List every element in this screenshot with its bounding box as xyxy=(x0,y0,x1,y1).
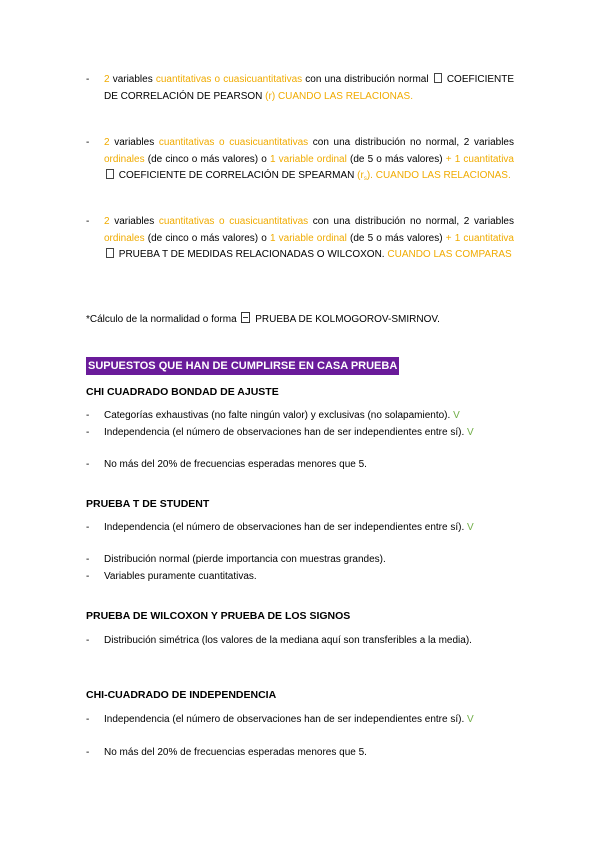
arrow-placeholder-icon xyxy=(434,73,442,83)
section-banner: SUPUESTOS QUE HAN DE CUMPLIRSE EN CASA PRUEBA xyxy=(86,357,399,375)
list-item: - Independencia (el número de observaciones han de ser independientes entre sí). V xyxy=(104,712,514,729)
list-item-pearson: - 2 variables cuantitativas o cuasicuantitativas con una distribución normal COEFICIENTE DE CORRELACIÓN DE PEARSON (r) CUANDO LAS RELACIONAS. xyxy=(86,74,515,102)
list-dash: - xyxy=(86,427,90,438)
section-heading: CHI CUADRADO BONDAD DE AJUSTE xyxy=(86,386,279,398)
spearman-symbol: $(r_s)$. xyxy=(357,170,373,182)
arrow-placeholder-icon xyxy=(106,169,114,179)
list-dash: - xyxy=(86,571,90,582)
list-dash: - xyxy=(86,459,90,470)
section-heading: CHI-CUADRADO DE INDEPENDENCIA xyxy=(86,689,277,701)
list-item: - Distribución normal (pierde importancia con muestras grandes). xyxy=(104,552,514,569)
check-mark: V xyxy=(467,427,474,438)
check-mark: V xyxy=(467,714,474,725)
list-dash: - xyxy=(86,216,90,227)
list-item-spearman: - 2 variables cuantitativas o cuasicuantitativas con una distribución no normal, 2 variables ordinales (de cinco o más valores) o 1 variable ordinal (de 5 o más valores) + 1 cuantitativa COEFICIENTE DE CORRELACIÓN DE SPEARMAN $(r_s)$. CUANDO LAS RELACIONAS. xyxy=(86,137,514,182)
normality-note: *Cálculo de la normalidad o forma PRUEBA DE KOLMOGOROV-SMIRNOV. xyxy=(86,314,440,325)
list-item: - No más del 20% de frecuencias esperadas menores que 5. xyxy=(104,745,514,762)
list-item: - Independencia (el número de observaciones han de ser independientes entre sí). V xyxy=(104,425,514,442)
list-dash: - xyxy=(86,747,90,758)
list-dash: - xyxy=(86,410,90,421)
arrow-placeholder-icon xyxy=(106,248,114,258)
list-dash: - xyxy=(86,554,90,565)
list-item: - Independencia (el número de observaciones han de ser independientes entre sí). V xyxy=(104,520,514,537)
list-item: - Categorías exhaustivas (no falte ningún valor) y exclusivas (no solapamiento). V xyxy=(104,408,514,425)
list-dash: - xyxy=(86,714,90,725)
list-item-wilcoxon: - 2 variables cuantitativas o cuasicuantitativas con una distribución no normal, 2 variables ordinales (de cinco o más valores) o 1 variable ordinal (de 5 o más valores) + 1 cuantitativa PRUEBA T DE MEDIDAS RELACIONADAS O WILCOXON. CUANDO LAS COMPARAS xyxy=(86,216,514,260)
list-dash: - xyxy=(86,522,90,533)
check-mark: V xyxy=(467,522,474,533)
list-item: - Distribución simétrica (los valores de la mediana aquí son transferibles a la media). xyxy=(104,633,514,650)
check-mark: V xyxy=(453,410,460,421)
list-item: - No más del 20% de frecuencias esperadas menores que 5. xyxy=(104,457,514,474)
list-dash: - xyxy=(86,137,90,148)
list-dash: - xyxy=(86,635,90,646)
section-heading: PRUEBA T DE STUDENT xyxy=(86,498,210,510)
arrow-placeholder-icon xyxy=(241,312,250,323)
section-heading: PRUEBA DE WILCOXON Y PRUEBA DE LOS SIGNOS xyxy=(86,610,351,622)
list-item: - Variables puramente cuantitativas. xyxy=(104,569,514,586)
list-dash: - xyxy=(86,74,90,85)
